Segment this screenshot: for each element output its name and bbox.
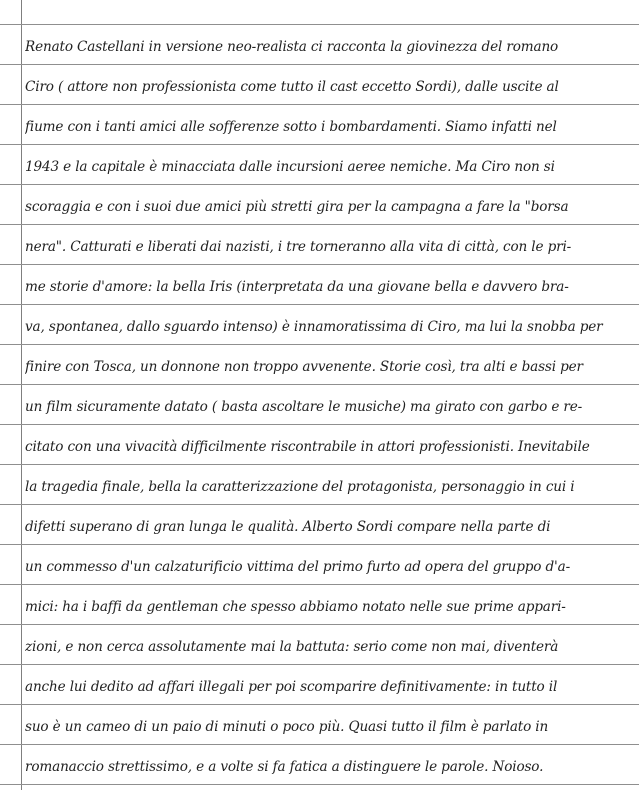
text-line: va, spontanea, dallo sguardo intenso) è innamoratissima di Ciro, ma lui la snobba per bbox=[25, 319, 603, 335]
ruled-line bbox=[0, 784, 639, 785]
text-line: anche lui dedito ad affari illegali per poi scomparire definitivamente: in tutto il bbox=[25, 679, 558, 695]
text-line: romanaccio strettissimo, e a volte si fa fatica a distinguere le parole. Noioso. bbox=[25, 759, 544, 775]
text-line: zioni, e non cerca assolutamente mai la battuta: serio come non mai, diventerà bbox=[25, 639, 559, 655]
text-line: la tragedia finale, bella la caratterizzazione del protagonista, personaggio in cui i bbox=[25, 479, 575, 495]
ruled-line bbox=[0, 344, 639, 345]
text-line: mici: ha i baffi da gentleman che spesso abbiamo notato nelle sue prime appari- bbox=[25, 599, 566, 615]
text-line: scoraggia e con i suoi due amici più stretti gira per la campagna a fare la "borsa bbox=[25, 199, 569, 215]
ruled-line bbox=[0, 704, 639, 705]
text-line: un film sicuramente datato ( basta ascoltare le musiche) ma girato con garbo e re- bbox=[25, 399, 583, 415]
text-line: nera". Catturati e liberati dai nazisti, i tre torneranno alla vita di città, con le pri- bbox=[25, 239, 572, 255]
ruled-line bbox=[0, 424, 639, 425]
text-line: finire con Tosca, un donnone non troppo avvenente. Storie così, tra alti e bassi per bbox=[25, 359, 583, 375]
text-line: Renato Castellani in versione neo-realista ci racconta la giovinezza del romano bbox=[25, 39, 559, 55]
ruled-line bbox=[0, 24, 639, 25]
ruled-line bbox=[0, 464, 639, 465]
text-line: Ciro ( attore non professionista come tutto il cast eccetto Sordi), dalle uscite al bbox=[25, 79, 559, 95]
text-line: me storie d'amore: la bella Iris (interpretata da una giovane bella e davvero bra- bbox=[25, 279, 569, 295]
ruled-line bbox=[0, 224, 639, 225]
ruled-line bbox=[0, 624, 639, 625]
ruled-line bbox=[0, 584, 639, 585]
text-line: un commesso d'un calzaturificio vittima del primo furto ad opera del gruppo d'a- bbox=[25, 559, 571, 575]
ruled-line bbox=[0, 304, 639, 305]
ruled-line bbox=[0, 664, 639, 665]
ruled-line bbox=[0, 264, 639, 265]
ruled-line bbox=[0, 744, 639, 745]
ruled-line bbox=[0, 544, 639, 545]
text-line: citato con una vivacità difficilmente riscontrabile in attori professionisti. Inevitabile bbox=[25, 439, 590, 455]
ruled-line bbox=[0, 504, 639, 505]
text-line: difetti superano di gran lunga le qualità. Alberto Sordi compare nella parte di bbox=[25, 519, 551, 535]
ruled-line bbox=[0, 64, 639, 65]
text-line: fiume con i tanti amici alle sofferenze sotto i bombardamenti. Siamo infatti nel bbox=[25, 119, 557, 135]
ruled-line bbox=[0, 184, 639, 185]
ruled-line bbox=[0, 104, 639, 105]
text-line: suo è un cameo di un paio di minuti o poco più. Quasi tutto il film è parlato in bbox=[25, 719, 549, 735]
ruled-line bbox=[0, 144, 639, 145]
margin-line bbox=[21, 0, 22, 790]
ruled-line bbox=[0, 384, 639, 385]
text-line: 1943 e la capitale è minacciata dalle incursioni aeree nemiche. Ma Ciro non si bbox=[25, 159, 555, 175]
